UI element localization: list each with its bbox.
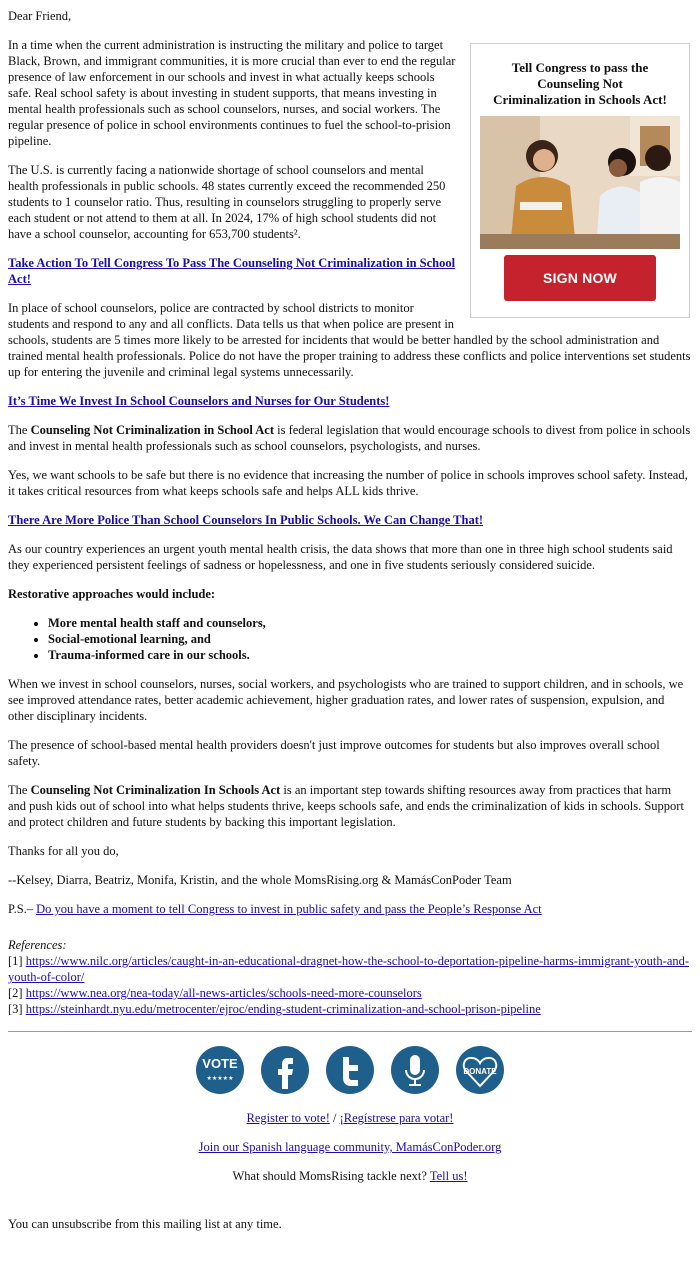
registrese-link[interactable]: ¡Regístrese para votar! bbox=[339, 1111, 454, 1125]
greeting: Dear Friend, bbox=[8, 9, 72, 23]
act-text-pre: The bbox=[8, 423, 31, 437]
list-item: • Trauma-informed care in our schools. bbox=[48, 647, 692, 663]
reference-item bbox=[8, 985, 692, 1001]
twitter-icon[interactable] bbox=[326, 1046, 374, 1094]
take-action-link[interactable]: Take Action To Tell Congress To Pass The Counseling Not Criminalization in School Act! bbox=[8, 256, 456, 286]
invest-counselors-link[interactable]: It’s Time We Invest In School Counselors and Nurses for Our Students! bbox=[8, 394, 390, 408]
more-police-link[interactable]: There Are More Police Than School Counselors In Public Schools. We Can Change That! bbox=[8, 513, 484, 527]
paragraph-crisis: As our country experiences an urgent youth mental health crisis, the data shows that more than one in three high school students said they experienced persistent feelings of sadness or hopelessness, and one in five students seriously considered suicide. bbox=[8, 542, 673, 572]
reference-number: [1] bbox=[8, 954, 26, 968]
step-text-post: is an important step towards shifting resources away from practices that harm and push kids out of school into what helps students thrive, keeps schools safe, and ends the criminalization of kids in schools. Support and protect children and future students by backing this important legislation. bbox=[8, 783, 684, 829]
paragraph-shortage: The U.S. is currently facing a nationwide shortage of school counselors and mental health professionals in public schools. 48 states currently exceed the recommended 250 students to 1 counselor ratio. Thus, resulting in counselors struggling to properly serve each student or not attend to them at all. In 2024, 17% of high school students did not have a school counselor, accounting for 653,700 students². bbox=[8, 163, 446, 241]
petition-title: Tell Congress to pass the Counseling Not Criminalization in Schools Act! bbox=[493, 60, 667, 107]
list-item: • Social-emotional learning, and bbox=[48, 631, 692, 647]
svg-text:★★★★★: ★★★★★ bbox=[206, 1075, 234, 1082]
paragraph-act-description bbox=[8, 422, 692, 454]
paragraph-safety: Yes, we want schools to be safe but there is no evidence that increasing the number of police in schools improves school safety. Instead, it takes critical resources from what keeps schools safe and helps ALL kids thrive. bbox=[8, 468, 688, 498]
act-name-bold: Counseling Not Criminalization in School Act bbox=[30, 423, 274, 437]
thanks: Thanks for all you do, bbox=[8, 844, 119, 858]
signoff: --Kelsey, Diarra, Beatriz, Monifa, Kristin, and the whole MomsRising.org & MamásConPoder Team bbox=[8, 873, 512, 887]
spanish-community-link[interactable]: Join our Spanish language community, MamásConPoder.org bbox=[198, 1140, 502, 1154]
reference-item bbox=[8, 1001, 692, 1017]
tell-us-link[interactable]: Tell us! bbox=[429, 1169, 468, 1183]
vote-icon[interactable] bbox=[196, 1046, 244, 1094]
restorative-heading-text: Restorative approaches would include: bbox=[8, 587, 216, 601]
donate-icon[interactable] bbox=[456, 1046, 504, 1094]
reference-item bbox=[8, 953, 692, 985]
paragraph-investment: When we invest in school counselors, nurses, social workers, and psychologists who are trained to support children, and in schools, we see improved attendance rates, better academic achievement, higher graduation rates, and lower rates of suspension, expulsion, and other disciplinary incidents. bbox=[8, 677, 684, 723]
email-body bbox=[8, 8, 692, 1245]
ps-prefix: P.S.– bbox=[8, 902, 37, 916]
tackle-text: What should MomsRising tackle next? bbox=[232, 1169, 430, 1183]
paragraph-providers: The presence of school-based mental health providers doesn't just improve outcomes for students but also improves overall school safety. bbox=[8, 738, 660, 768]
social-icons bbox=[8, 1046, 692, 1096]
act-text-post: is federal legislation that would encourage schools to divest from police in schools and invest in mental health professionals such as school counselors, psychologists, and nurses. bbox=[8, 423, 691, 453]
facebook-icon[interactable] bbox=[261, 1046, 309, 1094]
references-heading: References: bbox=[8, 938, 67, 952]
sign-now-button[interactable]: SIGN NOW bbox=[504, 255, 656, 301]
paragraph-act-step bbox=[8, 782, 692, 830]
register-line bbox=[8, 1110, 692, 1126]
list-item: • More mental health staff and counselors, bbox=[48, 615, 692, 631]
paragraph-police: In place of school counselors, police are contracted by school districts to monitor students and respond to any and all conflicts. Data tells us that when police are present in schools, students are 5 times more likely to be arrested for incidents that would be better handled by the school administration and trained mental health professionals. Police do not have the proper training to address these conflicts and police interventions set students up for entering the juvenile and criminal legal systems unnecessarily. bbox=[8, 301, 691, 379]
svg-text:VOTE: VOTE bbox=[202, 1056, 238, 1071]
unsubscribe-text: You can unsubscribe from this mailing list at any time. bbox=[8, 1217, 282, 1231]
spanish-line bbox=[8, 1139, 692, 1155]
petition-card bbox=[470, 43, 690, 318]
reference-number: [2] bbox=[8, 986, 26, 1000]
divider bbox=[8, 1031, 692, 1032]
reference-link[interactable]: https://steinhardt.nyu.edu/metrocenter/ejroc/ending-student-criminalization-and-school-prison-pipeline bbox=[25, 1002, 541, 1016]
svg-text:DONATE: DONATE bbox=[463, 1067, 497, 1076]
postscript bbox=[8, 901, 692, 917]
peoples-response-act-link[interactable]: Do you have a moment to tell Congress to invest in public safety and pass the People’s Response Act bbox=[36, 902, 542, 916]
reference-number: [3] bbox=[8, 1002, 26, 1016]
restorative-heading bbox=[8, 586, 692, 602]
restorative-list bbox=[8, 615, 692, 663]
paragraph-intro: In a time when the current administration is instructing the military and police to target Black, Brown, and immigrant communities, it is more crucial than ever to end the regular presence of law enforcement in our schools and invest in what actually keeps schools safe. Real school safety is about investing in student supports, that means investing in mental health professionals such as school counselors, nurses, and social workers. The regular presence of police in school environments continues to fuel the school-to-prision pipeline. bbox=[8, 38, 456, 148]
counselor-photo bbox=[480, 116, 680, 249]
references bbox=[8, 937, 692, 1017]
reference-link[interactable]: https://www.nea.org/nea-today/all-news-articles/schools-need-more-counselors bbox=[25, 986, 422, 1000]
register-to-vote-link[interactable]: Register to vote! bbox=[246, 1111, 330, 1125]
slash-separator: / bbox=[329, 1111, 340, 1125]
step-act-name-bold: Counseling Not Criminalization In Schools Act bbox=[30, 783, 281, 797]
step-text-pre: The bbox=[8, 783, 31, 797]
microphone-icon[interactable] bbox=[391, 1046, 439, 1094]
tackle-line bbox=[8, 1168, 692, 1184]
reference-link[interactable]: https://www.nilc.org/articles/caught-in-an-educational-dragnet-how-the-school-to-deportation-pipeline-harms-immigrant-youth-and-youth-of-color/ bbox=[8, 954, 690, 984]
